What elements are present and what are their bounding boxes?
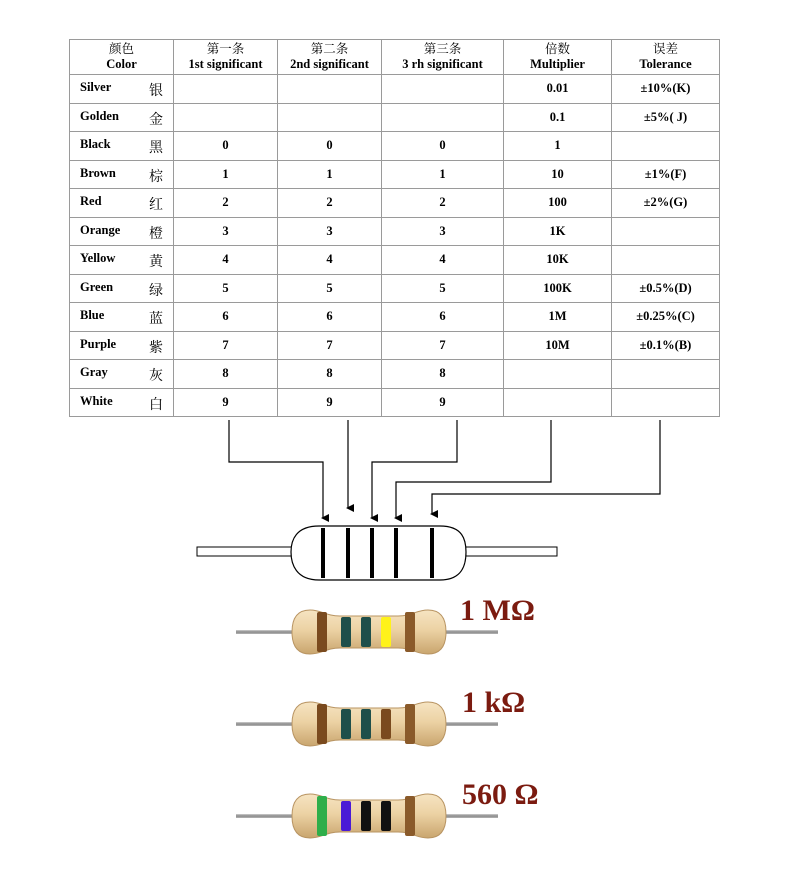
connector-1st-band (229, 420, 323, 518)
connector-tolerance-band (432, 420, 660, 514)
digit-1-cell: 4 (174, 246, 278, 275)
digit-3-cell: 5 (382, 274, 504, 303)
color-name-en: White (80, 393, 113, 408)
digit-1-cell: 1 (174, 160, 278, 189)
digit-3-cell: 2 (382, 189, 504, 218)
multiplier-cell: 10 (504, 160, 612, 189)
digit-1-cell: 0 (174, 132, 278, 161)
schematic-band-2 (346, 528, 350, 578)
color-band-1 (317, 704, 327, 744)
color-band-4 (381, 709, 391, 739)
digit-3-cell: 0 (382, 132, 504, 161)
digit-2-cell: 1 (278, 160, 382, 189)
color-name-zh: 黄 (149, 255, 163, 270)
color-name-zh: 黑 (149, 141, 163, 156)
digit-2-cell: 9 (278, 388, 382, 417)
tolerance-cell: ±0.25%(C) (612, 303, 720, 332)
digit-3-cell: 1 (382, 160, 504, 189)
resistor-schematic (197, 526, 557, 580)
connector-multiplier-band (396, 420, 551, 518)
color-name-en: Green (80, 279, 114, 294)
color-name-zh: 红 (149, 198, 163, 213)
tolerance-cell: ±0.1%(B) (612, 331, 720, 360)
header-multiplier: 倍数 Multiplier (504, 40, 612, 75)
color-band-5 (405, 612, 415, 652)
color-name-zh: 灰 (149, 369, 163, 384)
tolerance-cell: ±5%( J) (612, 103, 720, 132)
resistance-value-label: 1 MΩ (460, 594, 535, 627)
multiplier-cell: 100K (504, 274, 612, 303)
multiplier-cell: 10M (504, 331, 612, 360)
color-band-4 (381, 801, 391, 831)
color-band-5 (405, 796, 415, 836)
header-tolerance: 误差 Tolerance (612, 40, 720, 75)
color-band-1 (317, 796, 327, 836)
color-name-zh: 蓝 (149, 312, 163, 327)
digit-1-cell: 3 (174, 217, 278, 246)
schematic-band-5 (430, 528, 434, 578)
digit-3-cell: 4 (382, 246, 504, 275)
color-band-3 (361, 709, 371, 739)
color-band-5 (405, 704, 415, 744)
tolerance-cell: ±0.5%(D) (612, 274, 720, 303)
connector-3rd-band (372, 420, 457, 518)
digit-1-cell: 5 (174, 274, 278, 303)
digit-2-cell: 4 (278, 246, 382, 275)
multiplier-cell: 0.01 (504, 75, 612, 104)
color-name-en: Yellow (80, 251, 116, 265)
schematic-band-1 (321, 528, 325, 578)
multiplier-cell: 0.1 (504, 103, 612, 132)
color-name-en: Golden (80, 108, 119, 123)
digit-2-cell: 3 (278, 217, 382, 246)
digit-3-cell: 6 (382, 303, 504, 332)
digit-1-cell: 7 (174, 331, 278, 360)
digit-2-cell: 0 (278, 132, 382, 161)
multiplier-cell: 1K (504, 217, 612, 246)
multiplier-cell: 100 (504, 189, 612, 218)
color-name-en: Gray (80, 365, 108, 379)
header-color: 颜色 Color (70, 40, 174, 75)
color-band-1 (317, 612, 327, 652)
example-resistor-3 (236, 794, 498, 838)
color-band-3 (361, 801, 371, 831)
schematic-body (291, 526, 466, 580)
schematic-right-lead (459, 547, 557, 556)
digit-3-cell: 9 (382, 388, 504, 417)
color-band-2 (341, 801, 351, 831)
color-name-zh: 紫 (149, 340, 163, 356)
color-band-2 (341, 709, 351, 739)
color-name-zh: 金 (149, 112, 163, 128)
multiplier-cell: 1 (504, 132, 612, 161)
multiplier-cell: 1M (504, 303, 612, 332)
resistance-value-label: 560 Ω (462, 778, 539, 811)
color-band-3 (361, 617, 371, 647)
digit-1-cell: 6 (174, 303, 278, 332)
tolerance-cell: ±2%(G) (612, 189, 720, 218)
digit-3-cell: 3 (382, 217, 504, 246)
color-name-en: Blue (80, 308, 105, 322)
digit-2-cell: 6 (278, 303, 382, 332)
tolerance-cell: ±10%(K) (612, 75, 720, 104)
schematic-left-lead (197, 547, 295, 556)
example-resistor-2 (236, 702, 498, 746)
schematic-band-4 (394, 528, 398, 578)
color-name-en: Red (80, 194, 102, 208)
color-band-2 (341, 617, 351, 647)
tolerance-cell: ±1%(F) (612, 160, 720, 189)
header-3rd-significant: 第三条 3 rh significant (382, 40, 504, 75)
color-name-en: Silver (80, 80, 112, 94)
digit-3-cell: 8 (382, 360, 504, 389)
multiplier-cell: 10K (504, 246, 612, 275)
color-name-en: Orange (80, 222, 121, 237)
digit-3-cell: 7 (382, 331, 504, 360)
color-name-zh: 绿 (149, 283, 163, 299)
connector-lines (229, 420, 660, 518)
digit-1-cell: 2 (174, 189, 278, 218)
header-2nd-significant: 第二条 2nd significant (278, 40, 382, 75)
color-name-zh: 棕 (149, 169, 163, 185)
digit-1-cell: 9 (174, 388, 278, 417)
color-band-4 (381, 617, 391, 647)
color-name-zh: 橙 (149, 226, 163, 242)
digit-2-cell: 5 (278, 274, 382, 303)
resistance-value-label: 1 kΩ (462, 686, 526, 719)
digit-1-cell: 8 (174, 360, 278, 389)
color-name-en: Black (80, 137, 111, 151)
color-name-en: Brown (80, 165, 116, 180)
header-1st-significant: 第一条 1st significant (174, 40, 278, 75)
color-name-zh: 白 (149, 397, 163, 413)
color-name-en: Purple (80, 336, 117, 351)
digit-2-cell: 8 (278, 360, 382, 389)
digit-2-cell: 2 (278, 189, 382, 218)
example-resistor-1 (236, 610, 498, 654)
color-name-zh: 银 (149, 84, 163, 99)
schematic-band-3 (370, 528, 374, 578)
digit-2-cell: 7 (278, 331, 382, 360)
